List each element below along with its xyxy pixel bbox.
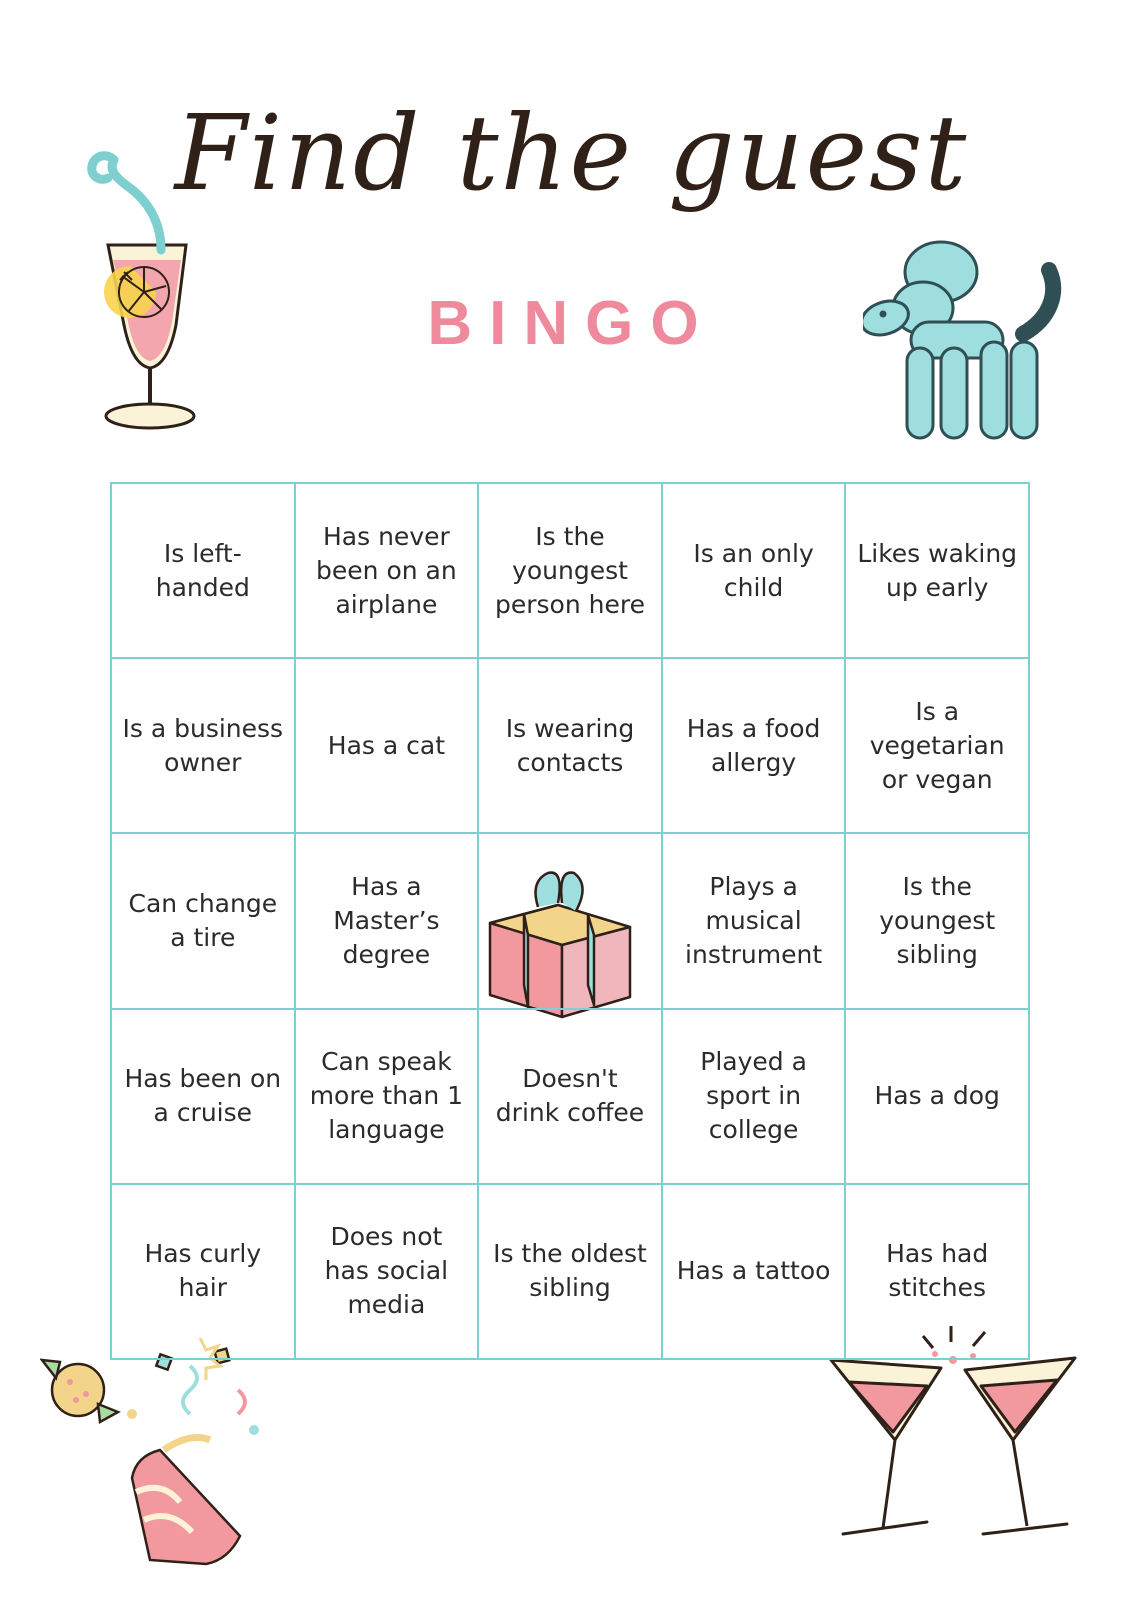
bingo-cell[interactable]: Has a cat [296, 659, 480, 834]
page-title-bingo: BINGO [427, 289, 716, 358]
bingo-cell[interactable]: Has curly hair [112, 1185, 296, 1360]
bingo-cell[interactable]: Is an only child [663, 484, 847, 659]
bingo-cell[interactable]: Is a business owner [112, 659, 296, 834]
bingo-cell[interactable]: Has a food allergy [663, 659, 847, 834]
bingo-cell[interactable]: Can change a tire [112, 834, 296, 1009]
bingo-cell[interactable]: Can speak more than 1 language [296, 1010, 480, 1185]
bingo-cell[interactable]: Doesn't drink coffee [479, 1010, 663, 1185]
bingo-cell[interactable]: Has had stitches [846, 1185, 1030, 1360]
bingo-cell[interactable]: Is left-handed [112, 484, 296, 659]
bingo-cell[interactable]: Is the oldest sibling [479, 1185, 663, 1360]
bingo-cell[interactable]: Played a sport in college [663, 1010, 847, 1185]
balloon-dog-illustration [863, 230, 1083, 470]
bingo-cell[interactable]: Does not has social media [296, 1185, 480, 1360]
bingo-cell[interactable]: Is the youngest sibling [846, 834, 1030, 1009]
bingo-cell[interactable]: Has never been on an airplane [296, 484, 480, 659]
bingo-cell[interactable]: Has a Master’s degree [296, 834, 480, 1009]
bingo-cell[interactable]: Is wearing contacts [479, 659, 663, 834]
bingo-cell[interactable]: Is a vegetarian or vegan [846, 659, 1030, 834]
bingo-cell-free-space[interactable] [479, 834, 663, 1009]
bingo-cell[interactable]: Likes waking up early [846, 484, 1030, 659]
bingo-cell[interactable]: Has been on a cruise [112, 1010, 296, 1185]
bingo-cell[interactable]: Has a dog [846, 1010, 1030, 1185]
bingo-cell[interactable]: Plays a musical instrument [663, 834, 847, 1009]
bingo-cell[interactable]: Has a tattoo [663, 1185, 847, 1360]
page-title-script: Find the guest [174, 92, 969, 214]
cocktail-illustration [58, 140, 238, 440]
bingo-grid [110, 482, 1030, 1360]
bingo-cell[interactable]: Is the youngest person here [479, 484, 663, 659]
